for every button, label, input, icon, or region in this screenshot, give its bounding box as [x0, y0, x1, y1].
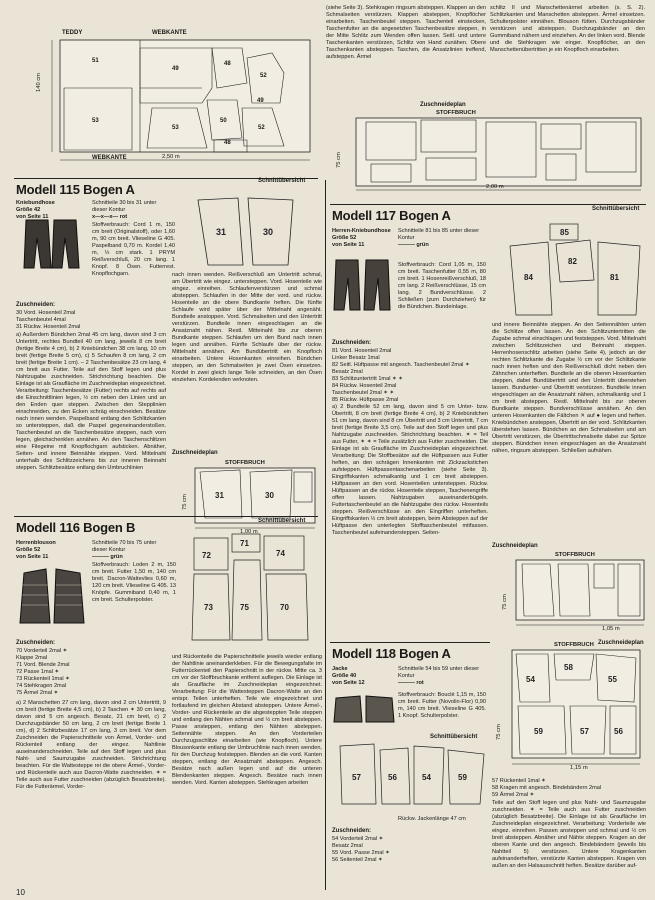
piece-list: 81 Vord. Hosenteil 2mal Linker Besatz 1mal 82 Seitl. Hüftpasse mit angesch. Taschenbeutel 2mal ✶ Besatz 2mal 83 Schlitzuntertritt 1mal ✶ ✶ 84 Rückw. Hosenteil 2mal Taschenbeutel 2mal ✶ ✶ 85 Rückw. Hüftpasse 2mal — [332, 348, 470, 403]
stoffbruch-label: STOFFBRUCH — [554, 642, 594, 648]
svg-text:72: 72 — [202, 551, 211, 560]
model-title: Modell 117 Bogen A — [332, 208, 451, 223]
instructions: a) Außerdem Bündchen 2mal 45 cm lang, davon sind 3 cm Untertritt, rechtes Bundteil 40 cm lang, jeweils 8 cm breit (fertige Breite 4 cm), b) 2 Kniebündchen 38 cm lang, 10 cm breit (fertige Breite 5 cm), c) 5 Schaufen 8 cm lang, 2 cm breit (fertige Breite 1 cm). – 2 Taschenbesätze 23 cm lang, 4 cm breit aus Futter. Teile auf den Stoff legen und plus Nahtzugabe zuschneiden. Strichrichtung beachten. Die Einlage ist als Graufläche im Zuschneideplan eingezeichnet. Verarbeitung: Taschenbesätze (Futter) rechts auf rechts auf die Einschnittlinien legen, ½ cm neben den Linien und an den Enden quer steppen. Zwischen den Stepplinien einschneiden, zu den Ecken schräg einschneiden. Besätze nach innen wenden. Paspelband entlang den Schlitzkanten so untersteppen, daß die Paspel gegeneinanderstoßen. Taschenbeutel an die Taschenbesätze steppen, nach vorn legen, gleichschenklen annähen. An den Taschenschlitzen eine Filegeine mit Knopflochgarn aufsticken. Abnäher, Seiten- und innere Beinnähte steppen. Vord. Mittelnaht unterhalb des Schlitzzeichens bis zur inneren Beinnaht steppen. Schlitzbesätze entlang den Umbruchlinien — [16, 332, 166, 471]
m115-cutting-plan — [180, 458, 320, 538]
piece-number: 49 — [172, 66, 179, 72]
teddy-label: TEDDY — [62, 30, 83, 36]
schnitt-text-value: Schnitteile 30 bis 31 unter dieser Kontur — [92, 200, 157, 213]
column-divider — [325, 180, 326, 890]
teddy-cutting-plan — [22, 28, 332, 168]
m118-illustration — [332, 694, 396, 724]
material-text: Stoffverbrauch: Loden 2 m, 150 cm breit. Futter 1,50 m, 140 cm breit. Dacron-Wattevlies 0,60 m, 120 cm breit. Vlieseline G 405. 13 Knöpfe. Gummiband 0,40 m, 1 cm breit. Schulterpolster. — [92, 562, 176, 603]
svg-text:84: 84 — [524, 273, 533, 282]
piece-number: 53 — [172, 125, 179, 131]
svg-text:59: 59 — [534, 727, 543, 736]
piece-number: 51 — [92, 58, 99, 64]
section-rule — [14, 516, 318, 517]
stoffbruch-label: STOFFBRUCH — [436, 110, 476, 116]
section-rule — [330, 642, 490, 643]
m117-cutting-plan — [500, 550, 648, 632]
zuschneiden-label: Zuschneiden: — [332, 828, 372, 834]
schnitt-label: Schnittübersicht — [430, 734, 478, 740]
height-label: 75 cm — [496, 724, 502, 740]
section-rule — [330, 204, 646, 205]
svg-text:75: 75 — [240, 603, 249, 612]
svg-text:85: 85 — [560, 228, 569, 237]
webkante-bottom-label: WEBKANTE — [92, 155, 127, 161]
zuschneideplan-label: Zuschneideplan — [172, 450, 218, 456]
piece-number: 50 — [220, 118, 227, 124]
piece-number: 48 — [224, 140, 231, 146]
width-label: 2,00 m — [486, 184, 504, 190]
height-label: 75 cm — [182, 494, 188, 510]
model-seite: von Seite 11 — [16, 214, 49, 220]
m117-schnitt-diagram — [490, 220, 645, 320]
m116-schnitt-diagram — [180, 530, 320, 650]
schnitt-label: Schnittübersicht — [258, 518, 306, 524]
contour-line: ——— grün — [92, 554, 123, 560]
svg-text:57: 57 — [580, 727, 589, 736]
svg-text:59: 59 — [458, 773, 467, 782]
model-meta — [332, 228, 392, 249]
jacket-length: Rückw. Jackenlänge 47 cm — [398, 816, 466, 822]
schnitt-text-value: Schnitteile 70 bis 75 unter dieser Kontur — [92, 540, 157, 553]
svg-text:58: 58 — [564, 663, 573, 672]
svg-text:73: 73 — [204, 603, 213, 612]
width-label: 1,00 m — [240, 529, 258, 535]
schnitt-text — [92, 200, 172, 221]
piece-list: 30 Vord. Hosenteil 2mal Taschenbeutel 4mal 31 Rückw. Hosenteil 2mal — [16, 310, 81, 330]
instructions-2: und Rückenteile die Papierschnitteile jeweils wieder entlang der Nahtlinie aneinanderkleben. Für die Bewegungsfalte im Futterrückenteil den Papierschnitt in der rückw. Mitte ca. 3 cm vor der Stoffbruchkante entfernt auflegen. Die Einlage ist als Graufläche im Zuschneideplan eingezeichnet. Verarbeitung: Für die Wattesteppen Dacron-Watte an den entspr. Teilen unterheften. Teile wie eingezeichnet und fortlaufend im gleichen Abstand absteppen. Untere Ärmel-, Vorder- und Rückenteile an die abgesteppten Teile steppen und entlang den Nähten schmal und ½ cm breit absteppen. Passe ansteppen, entlang den Nähten absteppen. Seitennähte steppen. An den Vorderteilen Durchzugsschlitze einarbeiten (wie Knopfloch). Untere Blousonkante entlang der Umbruchlinie nach innen wenden, für den Durchzug feststeppen. Blenden an die vord. Kanten steppen, entlang der Ansatznaht absteppen. Angesch. Besätze nach außen legen und auf die unteren Blendenkanten steppen. Angesch. Besätze nach innen wenden. Vord. Kanten absteppen. Stehkragen arbeiten — [172, 654, 322, 786]
instructions-2: nach innen wenden. Reißverschluß am Untertritt schmal, am Übertritt wie eingez. untersteppen. Vord. Hosenteile wie eingez. einreihen. Schlaufenverstürzen und schmal absteppen. Schlaufen in der Mitte der vord. und rückw. Hosenteile an die obere Bundkante heften. Die fünfte Schlaufe wird später über der Mittelnaht angenäht. Bundteile anstoppen. Vord. Schmalseiten und den Untertritt verstürzen. Bundteile innen eingeschlagen an die Ansatznaht nähen. Restl. Mitteinaht bis zur oberen Bundkante steppen. Schlaufen um den Bund nach innen legen und annähen. Fünfte Schlaufe über der rückw. Mittelnaht annähen. Am Bundübertritt ein Knopfloch einarbeiten. Untere Hosenkanten einreihen. Bündchen steppen, an den Schmalseiten je zwei Ösen einsetzen. Kordel in zwei gleich lange Teile schneiden, an den Ösen einziehen. Kordelenden verknoten. — [172, 272, 322, 383]
piece-list-2: 57 Rückenteil 1mal ✶ 58 Kragen mit angesch. Bindebändern 2mal 59 Ärmel 2mal ✶ — [492, 778, 602, 798]
svg-text:54: 54 — [422, 773, 431, 782]
model-name: Kniebundhose — [16, 200, 55, 206]
blouson-cutting-plan — [336, 108, 651, 193]
piece-number: 49 — [257, 98, 264, 104]
instructions: Teile auf den Stoff legen und plus Naht- und Saumzugabe zuschneiden. ✶ = Teile auch aus Futter zuschneiden (abzüglich Besatzbreite). Die Einlage ist als Graufläche im Zuschneideplan eingezeichnet. Verarbeitung: Vorderteile wie eingez. einreihen. Passen ansteppen und schmal und ½ cm breit absteppen. Abnäher und Nähte steppen. Kragen an der oberen Kante und den angesch. Bindebändern (jeweils bis Nahtteil 5) verstürzen. Untere Kragenkanten aufeinanderheften, verstürzte Kanten absteppen. Kragen von außen an den Halsausschnitt heften. Besätze darüber auf- — [492, 800, 646, 869]
contour-line: x—x—x— rot — [92, 214, 128, 220]
svg-text:57: 57 — [352, 773, 361, 782]
blouson-continuation-text: (siehe Seite 3). Stehkragen ringsum absteppen. Klappen an den Schmalseiten verstürzen. Klappen absteppen, Knopflöcher einarbeiten. Taschenbeutel steppen. Taschenteil einstecken, Taschenfutter an die angesetzten Taschenbesätze steppen, in der Mitte Schlitz zum Wenden offen lassen. Seitl. und untere Taschenkanten verstürzen, Schlitz von Hand zunähen. Obere Taschenkanten absteppen. Taschen, die Ansatzlinien treffend, aufsteppen. Ärmel — [326, 5, 486, 60]
webkante-top-label: WEBKANTE — [152, 30, 187, 36]
model-meta — [332, 666, 392, 687]
svg-text:55: 55 — [608, 675, 617, 684]
svg-text:30: 30 — [263, 227, 274, 237]
model-seite: von Seite 11 — [332, 242, 365, 248]
instructions: a) 2 Manschetten 27 cm lang, davon sind 2 cm Untertritt, 9 cm breit (fertige Breite 4,5 cm), b) 2 Taschen ✶ 30 cm lang, davon sind 5 cm angesch. Besatz, 21 cm breit, c) 2 Durchzugsbänder 50 cm lang, 2 cm breit (fertige Breite 1 cm), d) 2 Schlitzbesätze 17 cm lang, 3 cm breit. Vor dem Zuschneiden die Papierschnitteile von Ärmel, Vorder- und Rückenteil entlang der eingez. Nahtlinie auseinanderschneiden. Teile auf den Stoff legen und plus Naht- und Saumzugabe zuschneiden. Strichrichtung beachten. Für die Wattesteppe rei die obere Ärmel-, Vorder- und Rückenteile auch aus Dacron-Watte zuschneiden. ✶ = Teile auch aus Futter zuschneiden (abzüglich Besatzbreite). Für die Futterärmel, Vorder- — [16, 700, 166, 790]
material-text: Stoffverbrauch: Cord 1,05 m, 150 cm breit. Taschenfutter 0,55 m, 80 cm breit. 1 Hosenreißverschluß, 18 cm lang. 2 Reißverschlüsse, 15 cm lang. 2 Bundverschlüsse. 2 Schließen (zum Durchziehen) für die Bündchen. Bundeinlage. — [398, 262, 486, 310]
svg-text:31: 31 — [215, 491, 224, 500]
stoffbruch-label: STOFFBRUCH — [225, 460, 265, 466]
model-name: Jacke — [332, 666, 348, 672]
model-size: Größe 42 — [16, 207, 41, 213]
zuschneiden-label: Zuschneiden: — [16, 640, 56, 646]
zuschneiden-label: Zuschneiden: — [16, 302, 56, 308]
schnitt-text — [92, 540, 172, 561]
model-meta — [16, 540, 76, 561]
model-title: Modell 116 Bogen B — [16, 520, 136, 535]
zuschneideplan-label: Zuschneideplan — [492, 543, 538, 549]
svg-text:56: 56 — [388, 773, 397, 782]
svg-text:56: 56 — [614, 727, 623, 736]
contour-line: ——— grün — [398, 242, 429, 248]
model-seite: von Seite 12 — [332, 680, 365, 686]
instructions: a) 2 Bundteile 52 cm lang, davon sind 5 cm Unter- bzw. Übertritt, 8 cm breit (fertige Breite 4 cm), b) 2 Kniebündchen 51 cm lang, davon sind 8 cm Übertritt und 3 cm Untertritt, 7 cm breit (fertige Breite 3,5 cm). Teile auf den Stoff legen und plus Nahtzugabe zuschneiden. Strichrichtung beachten. ✶ = Teil aus Futter, ✶ ✶ = Teile zusätzlich aus Futter zuschneiden. Die Einlage ist als Graufläche im Zuschneideplan eingezeichnet. Verarbeitung: Die Stoffbesätze auf die Hüftpassen aus Futter heften, an den schrägen Innenkanten mit Zickzackstichen aufsteppen. Hüftpassentaschenarbeiten (siehe Seite 3). Eingriffskanten schmalkantig und 1 cm breit absteppen. Hüftpassen an den vord. Hosenteilen untersteppen. Rückw. Hüftpassen an die rückw. Hosenteile steppen, Taschenengriffe offen lassen. Nahtzugaben auseinanderbügeln. Futtertaschenbeutel an die Nahtzugabe des rückw. Hosenteils steppen. Reißverschlüsse an den Eingriffen unterheften. Eingriffskanten ½ cm breit absteppen, beim Absteppen auf der Hüftpasse den unterlegten Stofftaschenbeutel mitfassen. Taschenbeutel aufeinandersteppen. Seiten- — [332, 404, 488, 536]
schnitt-label: Schnittübersicht — [592, 206, 640, 212]
svg-text:82: 82 — [568, 257, 577, 266]
material-text: Stoffverbrauch: Bouclé 1,15 m, 150 cm breit. Futter (Novolin-Flor) 0,90 m, 140 cm breit. Vlieseline G 405. 1 Knopf. Schulterpolster. — [398, 692, 486, 719]
svg-text:54: 54 — [526, 675, 535, 684]
piece-number: 53 — [92, 118, 99, 124]
height-label: 75 cm — [502, 594, 508, 610]
svg-text:71: 71 — [240, 539, 249, 548]
model-name: Herrenblouson — [16, 540, 56, 546]
model-title: Modell 118 Bogen A — [332, 646, 451, 661]
model-seite: von Seite 11 — [16, 554, 49, 560]
piece-number: 52 — [258, 125, 265, 131]
piece-number: 48 — [224, 61, 231, 67]
width-label: 1,05 m — [602, 626, 620, 632]
schnitt-text-value: Schnitteile 81 bis 85 unter dieser Kontur — [398, 228, 480, 241]
m115-schnitt-diagram — [178, 190, 318, 270]
height-label: 75 cm — [336, 152, 342, 168]
instructions-2: und innere Beinnähte steppen. An den Seitennähten unten die Schlitze offen lassen. An den Schlitzuntertritten die Zugabe schmal einschlagen und feststeppen. Vord. Mittelnaht zwischen Schlitzzeichen und Beinnaht steppen. Herrenhosenschlitz arbeiten (siehe Seite 4), jedoch an der rechten Schlitzkante die Zugabe ½ cm vor der Schlitzkante nach innen heften und den Reißverschluß dicht neben den Zähnchen unterheften. Bundteile an die oberen Hosenkanten steppen, dabei Bundübertritt und den Untertritt überstehen lassen. Bundunter- und Übertritt verstürzen. Bundteile innen eingeschlagen an die Ansatznaht nähen, schmalkantig und 1 cm breit absteppen. Restl. Mittelnaht bis zur oberen Bundkante steppen. Bundverschlüsse annähen. An den unteren Hosenkanten die Fältchen ✕ auf ● legen und heften. Kniebündchen ansteppen, Übertritt an der vord. Schlitzkanten überstehen lassen. Bündchen an den Schmalseiten und am Übertritt verstürzen, die Übertrittschmalseite dabei zur Spitze steppen. Bündchen innen eingeschlagen an die Ansatznaht nähen, ringsum absteppen. Schließen aufnähen. — [492, 322, 646, 454]
schnitt-text — [398, 666, 486, 687]
width-label: 2,50 m — [162, 154, 180, 160]
svg-text:30: 30 — [265, 491, 274, 500]
blouson-continuation-text-2: schlitz II und Manschettenärmel arbeiten (s. S. 2). Schlitzkanten und Manschetten absteppen. Ärmel einsetzen. Schulterpolster einnähen. Blouson fütten. Durchzugsbänder verstürzen und absteppen. Durchzugsbänder an den Gummiband nähern und einziehen. An der linken vord. Blende und die Stehkragen wie einger. Knopflöcher, an den Manschettenübertritten je ein Knopfloch einarbeiten. — [490, 5, 645, 53]
cutting-plan-title: Zuschneideplan — [420, 102, 466, 108]
schnitt-label: Schnittübersicht — [258, 178, 306, 184]
piece-number: 52 — [260, 73, 267, 79]
m115-illustration — [16, 218, 86, 273]
material-text: Stoffverbrauch: Cord 1 m, 150 cm breit (Originalstoff), oder 1,60 m, 90 cm breit. Vlieseline G 405. Paspelband 0,70 m. Kordel 1,40 m, ⅓ cm stark. 1 PRYM Reißverschluß, 20 cm lang. 1 Knopf. 8 Ösen. Futterrest. Knopflochgarn. — [92, 222, 175, 277]
m118-cutting-plan — [494, 640, 646, 770]
height-label: 140 cm — [36, 72, 42, 92]
page-number: 10 — [16, 888, 25, 897]
svg-text:81: 81 — [610, 273, 619, 282]
contour-line: ——— rot — [398, 680, 424, 686]
svg-text:74: 74 — [276, 549, 285, 558]
model-size: Größe 52 — [332, 235, 357, 241]
piece-list: 70 Vorderteil 2mal ✶ Klappe 2mal 71 Vord. Blende 2mal 72 Passe 1mal ✶ 73 Rückenteil 1mal ✶ 74 Stehkragen 2mal 75 Ärmel 2mal ✶ — [16, 648, 70, 696]
schnitt-text — [398, 228, 484, 249]
svg-text:70: 70 — [280, 603, 289, 612]
zuschneiden-label: Zuschneiden: — [332, 340, 372, 346]
m118-schnitt-diagram — [334, 740, 488, 810]
model-name: Herren-Kniebundhose — [332, 228, 391, 234]
piece-list: 54 Vorderteil 2mal ✶ Besatz 2mal 55 Vord. Passe 2mal ✶ 56 Seitenteil 2mal ✶ — [332, 836, 390, 863]
zuschneideplan-label-2: Zuschneideplan — [598, 640, 644, 646]
svg-text:31: 31 — [216, 227, 227, 237]
m116-illustration — [16, 565, 88, 627]
width-label: 1,15 m — [570, 765, 588, 771]
model-size: Größe 52 — [16, 547, 41, 553]
model-title: Modell 115 Bogen A — [16, 182, 135, 197]
m117-illustration — [332, 256, 394, 314]
model-size: Größe 40 — [332, 673, 357, 679]
stoffbruch-label: STOFFBRUCH — [555, 552, 595, 558]
schnitt-text-value: Schnitteile 54 bis 59 unter dieser Kontur — [398, 666, 480, 679]
